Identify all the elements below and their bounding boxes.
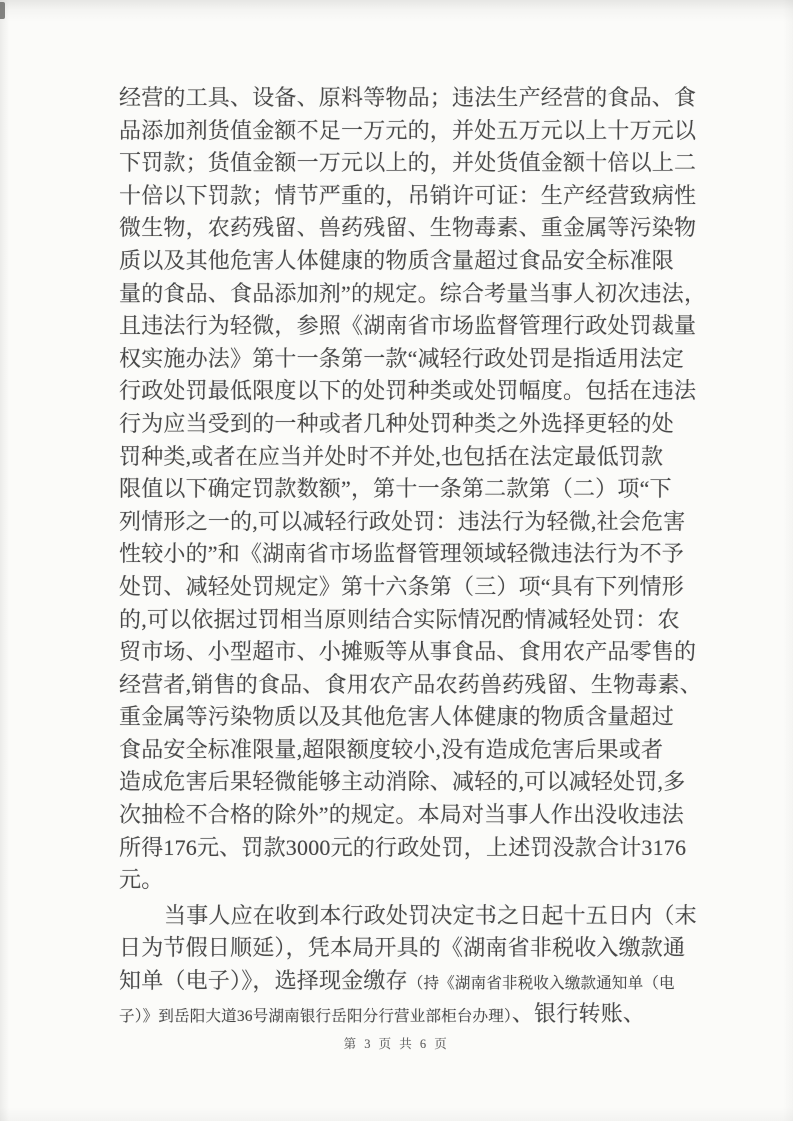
text-line: 经营的工具、设备、原料等物品；违法生产经营的食品、食 [119, 85, 697, 110]
text-line-penalty-amounts: 所得176元、罚款3000元的行政处罚，上述罚没款合计3176 [119, 834, 687, 860]
text-line: 的,可以依据过罚相当原则结合实际情况酌情减轻处罚：农 [119, 606, 680, 632]
text-line: 贸市场、小型超市、小摊贩等从事食品、食用农产品零售的 [119, 639, 697, 665]
text-line: 行政处罚最低限度以下的处罚种类或处罚幅度。包括在违法 [119, 378, 697, 404]
text-line: 品添加剂货值金额不足一万元的，并处五万元以上十万元以 [119, 117, 697, 143]
text-line: 日为节假日顺延），凭本局开具的《湖南省非税收入缴款通 [119, 935, 686, 961]
text-line: 限值以下确定罚款数额”，第十一条第二款第（二）项“下 [119, 476, 672, 502]
text-segment-small: 子）》到岳阳大道36号湖南银行岳阳分行营业部柜台办理） [119, 1007, 512, 1025]
text-line: 量的食品、食品添加剂”的规定。综合考量当事人初次违法， [119, 280, 707, 306]
text-line: 重金属等污染物质以及其他危害人体健康的物质含量超过 [119, 704, 675, 730]
page-number-footer: 第 3 页 共 6 页 [343, 1037, 450, 1051]
text-line: 下罚款；货值金额一万元以上的，并处货值金额十倍以上二 [119, 150, 697, 176]
text-segment-normal: 知单（电子）》，选择现金缴存 [119, 968, 408, 994]
paragraph-payment-instructions [119, 900, 702, 1030]
text-line-mixed-size [119, 965, 702, 998]
text-line: 行为应当受到的一种或者几种处罚种类之外选择更轻的处 [119, 410, 675, 436]
text-line: 性较小的”和《湖南省市场监督管理领域轻微违法行为不予 [119, 541, 684, 567]
document-body [119, 82, 707, 1030]
text-line: 列情形之一的,可以减轻行政处罚：违法行为轻微,社会危害 [119, 508, 686, 534]
text-line: 十倍以下罚款；情节严重的，吊销许可证：生产经营致病性 [119, 182, 697, 208]
text-line-mixed-size [119, 998, 702, 1031]
text-line: 食品安全标准限量,超限额度较小,没有造成危害后果或者 [119, 736, 664, 762]
text-segment-small: （持《湖南省非税收入缴款通知单（电 [407, 975, 675, 993]
text-line: 处罚、减轻处罚规定》第十六条第（三）项“具有下列情形 [119, 573, 684, 599]
scan-corner-artifact [0, 2, 5, 19]
text-line: 且违法行为轻微，参照《湖南省市场监督管理行政处罚裁量 [119, 313, 697, 339]
text-line: 次抽检不合格的除外”的规定。本局对当事人作出没收违法 [119, 802, 684, 828]
text-line: 罚种类,或者在应当并处时不并处,也包括在法定最低罚款 [119, 443, 664, 469]
text-line: 权实施办法》第十一条第一款“减轻行政处罚是指适用法定 [119, 345, 684, 371]
text-line-paragraph-end: 元。 [119, 867, 164, 893]
text-line: 经营者,销售的食品、食用农产品农药兽药残留、生物毒素、 [119, 671, 702, 697]
text-line: 质以及其他危害人体健康的物质含量超过食品安全标准限 [119, 247, 675, 273]
text-line: 造成危害后果轻微能够主动消除、减轻的,可以减轻处罚,多 [119, 769, 686, 795]
paragraph-penalty-reasoning [119, 82, 707, 897]
text-line-paragraph-start: 当事人应在收到本行政处罚决定书之日起十五日内（末 [164, 902, 697, 928]
text-line: 微生物，农药残留、兽药残留、生物毒素、重金属等污染物 [119, 215, 697, 241]
text-segment-normal: 、银行转账、 [511, 1000, 646, 1026]
